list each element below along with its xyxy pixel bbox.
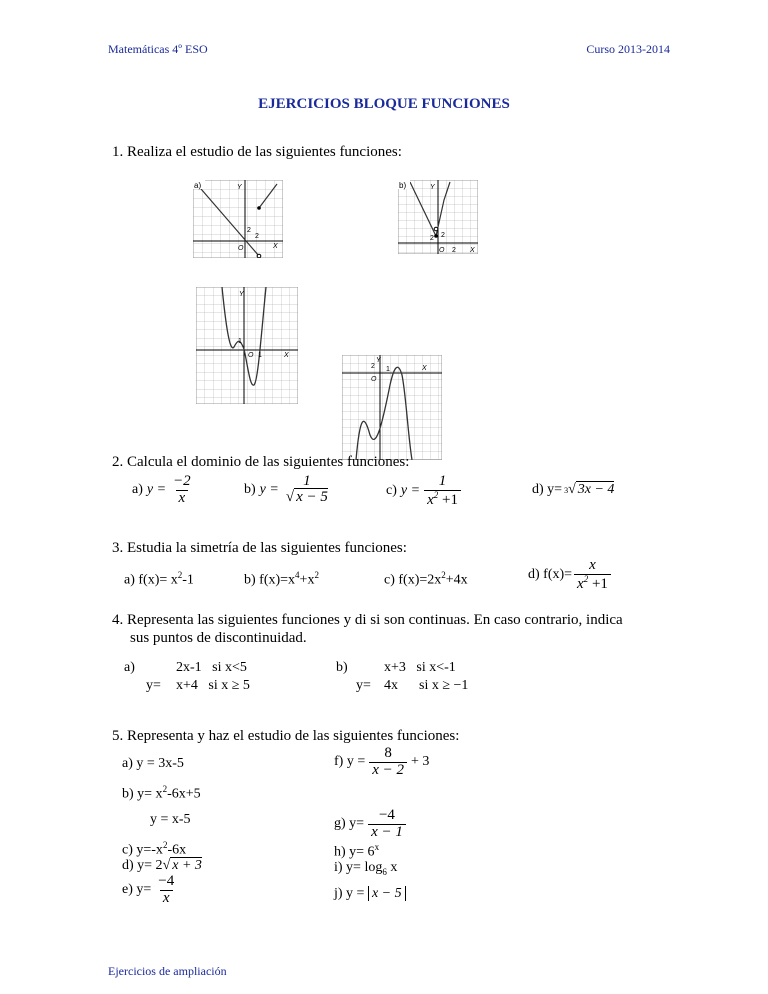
q2-c-den-rest: +1 (438, 491, 458, 508)
q3-a-exp: 2 (177, 570, 183, 580)
q2-c-lhs: y = (400, 483, 421, 499)
q5-f-fraction (369, 746, 407, 779)
q5-b-post: -6x+5 (167, 786, 201, 802)
graph-d (342, 355, 442, 460)
question-4-line-1: 4. Representa las siguientes funciones y di si son continuas. En caso contrario, indica (112, 612, 623, 628)
q2-b-radicand: x − 5 (296, 488, 328, 505)
graph-a (193, 180, 283, 258)
graph-c (196, 287, 298, 404)
graph-a-o: O (238, 245, 244, 252)
question-4-line-2: sus puntos de discontinuidad. (130, 630, 307, 646)
q5-g-num: −4 (378, 807, 395, 823)
q4-a-y: y= (146, 678, 161, 693)
graph-c-x: X (284, 352, 289, 359)
q2-a-den: x (176, 490, 189, 507)
q2-a-label: a) (132, 482, 143, 498)
q5-b (122, 784, 201, 803)
header-right: Curso 2013-2014 (586, 42, 670, 56)
q5-e-fraction (155, 874, 177, 907)
q4-b-y: y= (356, 678, 371, 693)
q3-d-den-base: x (577, 575, 584, 592)
q4-a-label: a) (124, 660, 135, 675)
graph-d-o: O (371, 376, 377, 383)
q4-a-row-1: 2x-1 si x<5 (176, 660, 247, 675)
graph-b-l3: 2 (430, 235, 434, 242)
q3-c (384, 570, 468, 589)
q5-f-pre: f) y = (334, 754, 366, 770)
graph-a-l2: 2 (255, 233, 259, 240)
q5-f-num: 8 (384, 745, 392, 761)
q2-b-den: √ x − 5 (285, 488, 328, 505)
q2-d-radical: √ 3x − 4 (568, 482, 615, 497)
q5-h-exp: x (374, 842, 380, 852)
q3-c-exp: 2 (441, 570, 446, 580)
q5-g-pre: g) y= (334, 816, 365, 832)
graph-d-l2: 1 (386, 366, 390, 373)
q2-b-lhs: y = (259, 481, 279, 497)
q5-i-pre: i) y= log (334, 860, 383, 875)
q3-d-fraction (574, 558, 611, 593)
q2-c-label: c) (386, 483, 397, 499)
q5-g-den: x − 1 (368, 824, 406, 841)
q3-d-num: x (589, 557, 596, 573)
graph-c-o: O (248, 352, 254, 359)
q5-i-post: x (386, 860, 398, 875)
q2-c (386, 474, 461, 509)
q5-g (334, 808, 406, 841)
graph-b-x: X (470, 247, 475, 254)
q4-b-label: b) (336, 660, 348, 675)
q5-e-den: x (160, 890, 173, 907)
graph-d-y: Y (376, 357, 381, 364)
q5-d-radical: √ x + 3 (162, 858, 202, 873)
question-2: 2. Calcula el dominio de las siguientes funciones: (112, 454, 410, 470)
q3-b-exp1: 4 (295, 570, 300, 580)
q5-d-pre: d) y= 2 (122, 858, 163, 873)
graph-a-tag: a) (194, 181, 202, 190)
graph-b-l1: 2 (452, 247, 456, 254)
q5-f (334, 746, 429, 779)
q3-b-pre: b) f(x)=x (244, 572, 296, 588)
q5-e-pre: e) y= (122, 882, 152, 898)
q3-c-post: +4x (445, 572, 468, 588)
header-left: Matemáticas 4º ESO (108, 42, 208, 56)
graph-c-y: Y (239, 291, 244, 298)
q5-extra: y = x-5 (150, 812, 191, 827)
q5-a: a) y = 3x-5 (122, 756, 184, 771)
q5-b-exp: 2 (162, 784, 168, 794)
q3-d-pre: d) f(x)= (528, 567, 573, 583)
q2-a-num: −2 (173, 473, 191, 489)
q5-d (122, 858, 202, 874)
graph-b-y: Y (430, 184, 435, 191)
q2-d-radicand: 3x − 4 (577, 482, 615, 497)
q3-b-mid: +x (299, 572, 315, 588)
q5-b-pre: b) y= x (122, 786, 163, 802)
q5-g-fraction (368, 808, 406, 841)
q4-b-row-1: x+3 si x<-1 (384, 660, 456, 675)
q2-a-lhs: y = (146, 482, 167, 498)
q3-a-pre: a) f(x)= x (124, 572, 178, 588)
q2-b-fraction (283, 474, 331, 506)
footer: Ejercicios de ampliación (108, 964, 227, 978)
q3-d-den-rest: +1 (588, 575, 608, 592)
q2-a-fraction (170, 474, 194, 507)
q5-d-radicand: x + 3 (172, 858, 202, 873)
q3-d (528, 558, 611, 593)
graph-a-l1: 2 (247, 227, 251, 234)
q5-j (334, 886, 406, 902)
question-5: 5. Representa y haz el estudio de las siguientes funciones: (112, 728, 460, 744)
q2-c-den (424, 490, 461, 509)
q2-d (532, 482, 614, 498)
q5-e (122, 874, 177, 907)
question-3: 3. Estudia la simetría de las siguientes funciones: (112, 540, 407, 556)
q5-c-post: -6x (167, 842, 187, 858)
q5-i-sub: 6 (382, 866, 387, 877)
q3-b-exp2: 2 (314, 570, 319, 580)
q2-d-index: 3 (564, 485, 569, 495)
q2-c-num: 1 (438, 473, 447, 489)
q3-b (244, 570, 319, 589)
graph-b (398, 180, 478, 254)
q2-b-num: 1 (303, 473, 311, 489)
q3-c-pre: c) f(x)=2x (384, 572, 442, 588)
q5-c-pre: c) y=-x (122, 842, 163, 858)
q3-a-post: -1 (182, 572, 194, 588)
q5-h (334, 842, 379, 861)
q3-d-den-exp: 2 (583, 573, 589, 584)
q5-j-abs: x − 5 (368, 886, 406, 901)
q5-c-exp: 2 (162, 840, 168, 850)
graph-b-tag: b) (399, 181, 407, 190)
graph-b-l2: 2 (441, 232, 445, 239)
q5-i (334, 860, 397, 877)
q3-d-den (574, 574, 611, 593)
graph-a-y: Y (237, 184, 242, 191)
graph-b-o: O (439, 247, 445, 254)
q5-f-post: + 3 (411, 754, 430, 770)
q5-c (122, 840, 186, 859)
q4-a-row-2: x+4 si x ≥ 5 (176, 678, 250, 693)
page-title: EJERCICIOS BLOQUE FUNCIONES (258, 96, 510, 112)
q5-j-pre: j) y = (334, 886, 365, 901)
graph-c-l1: 1 (258, 352, 262, 359)
graph-d-x: X (422, 365, 427, 372)
graph-c-l2: 1 (238, 338, 242, 345)
q2-b-label: b) (244, 481, 256, 497)
q3-a (124, 570, 194, 589)
q2-a (132, 474, 194, 507)
q5-e-num: −4 (158, 873, 175, 889)
q2-b (244, 474, 331, 506)
graph-d-l1: 2 (371, 363, 375, 370)
q2-c-den-base: x (427, 491, 434, 508)
q2-c-fraction (424, 474, 461, 509)
question-1: 1. Realiza el estudio de las siguientes funciones: (112, 144, 402, 160)
q2-c-den-exp: 2 (433, 489, 439, 500)
q5-h-pre: h) y= 6 (334, 844, 375, 860)
q5-f-den: x − 2 (369, 762, 407, 779)
graph-a-x: X (273, 243, 278, 250)
q4-b-row-2: 4x si x ≥ −1 (384, 678, 469, 693)
q2-d-label: d) y= (532, 482, 563, 497)
